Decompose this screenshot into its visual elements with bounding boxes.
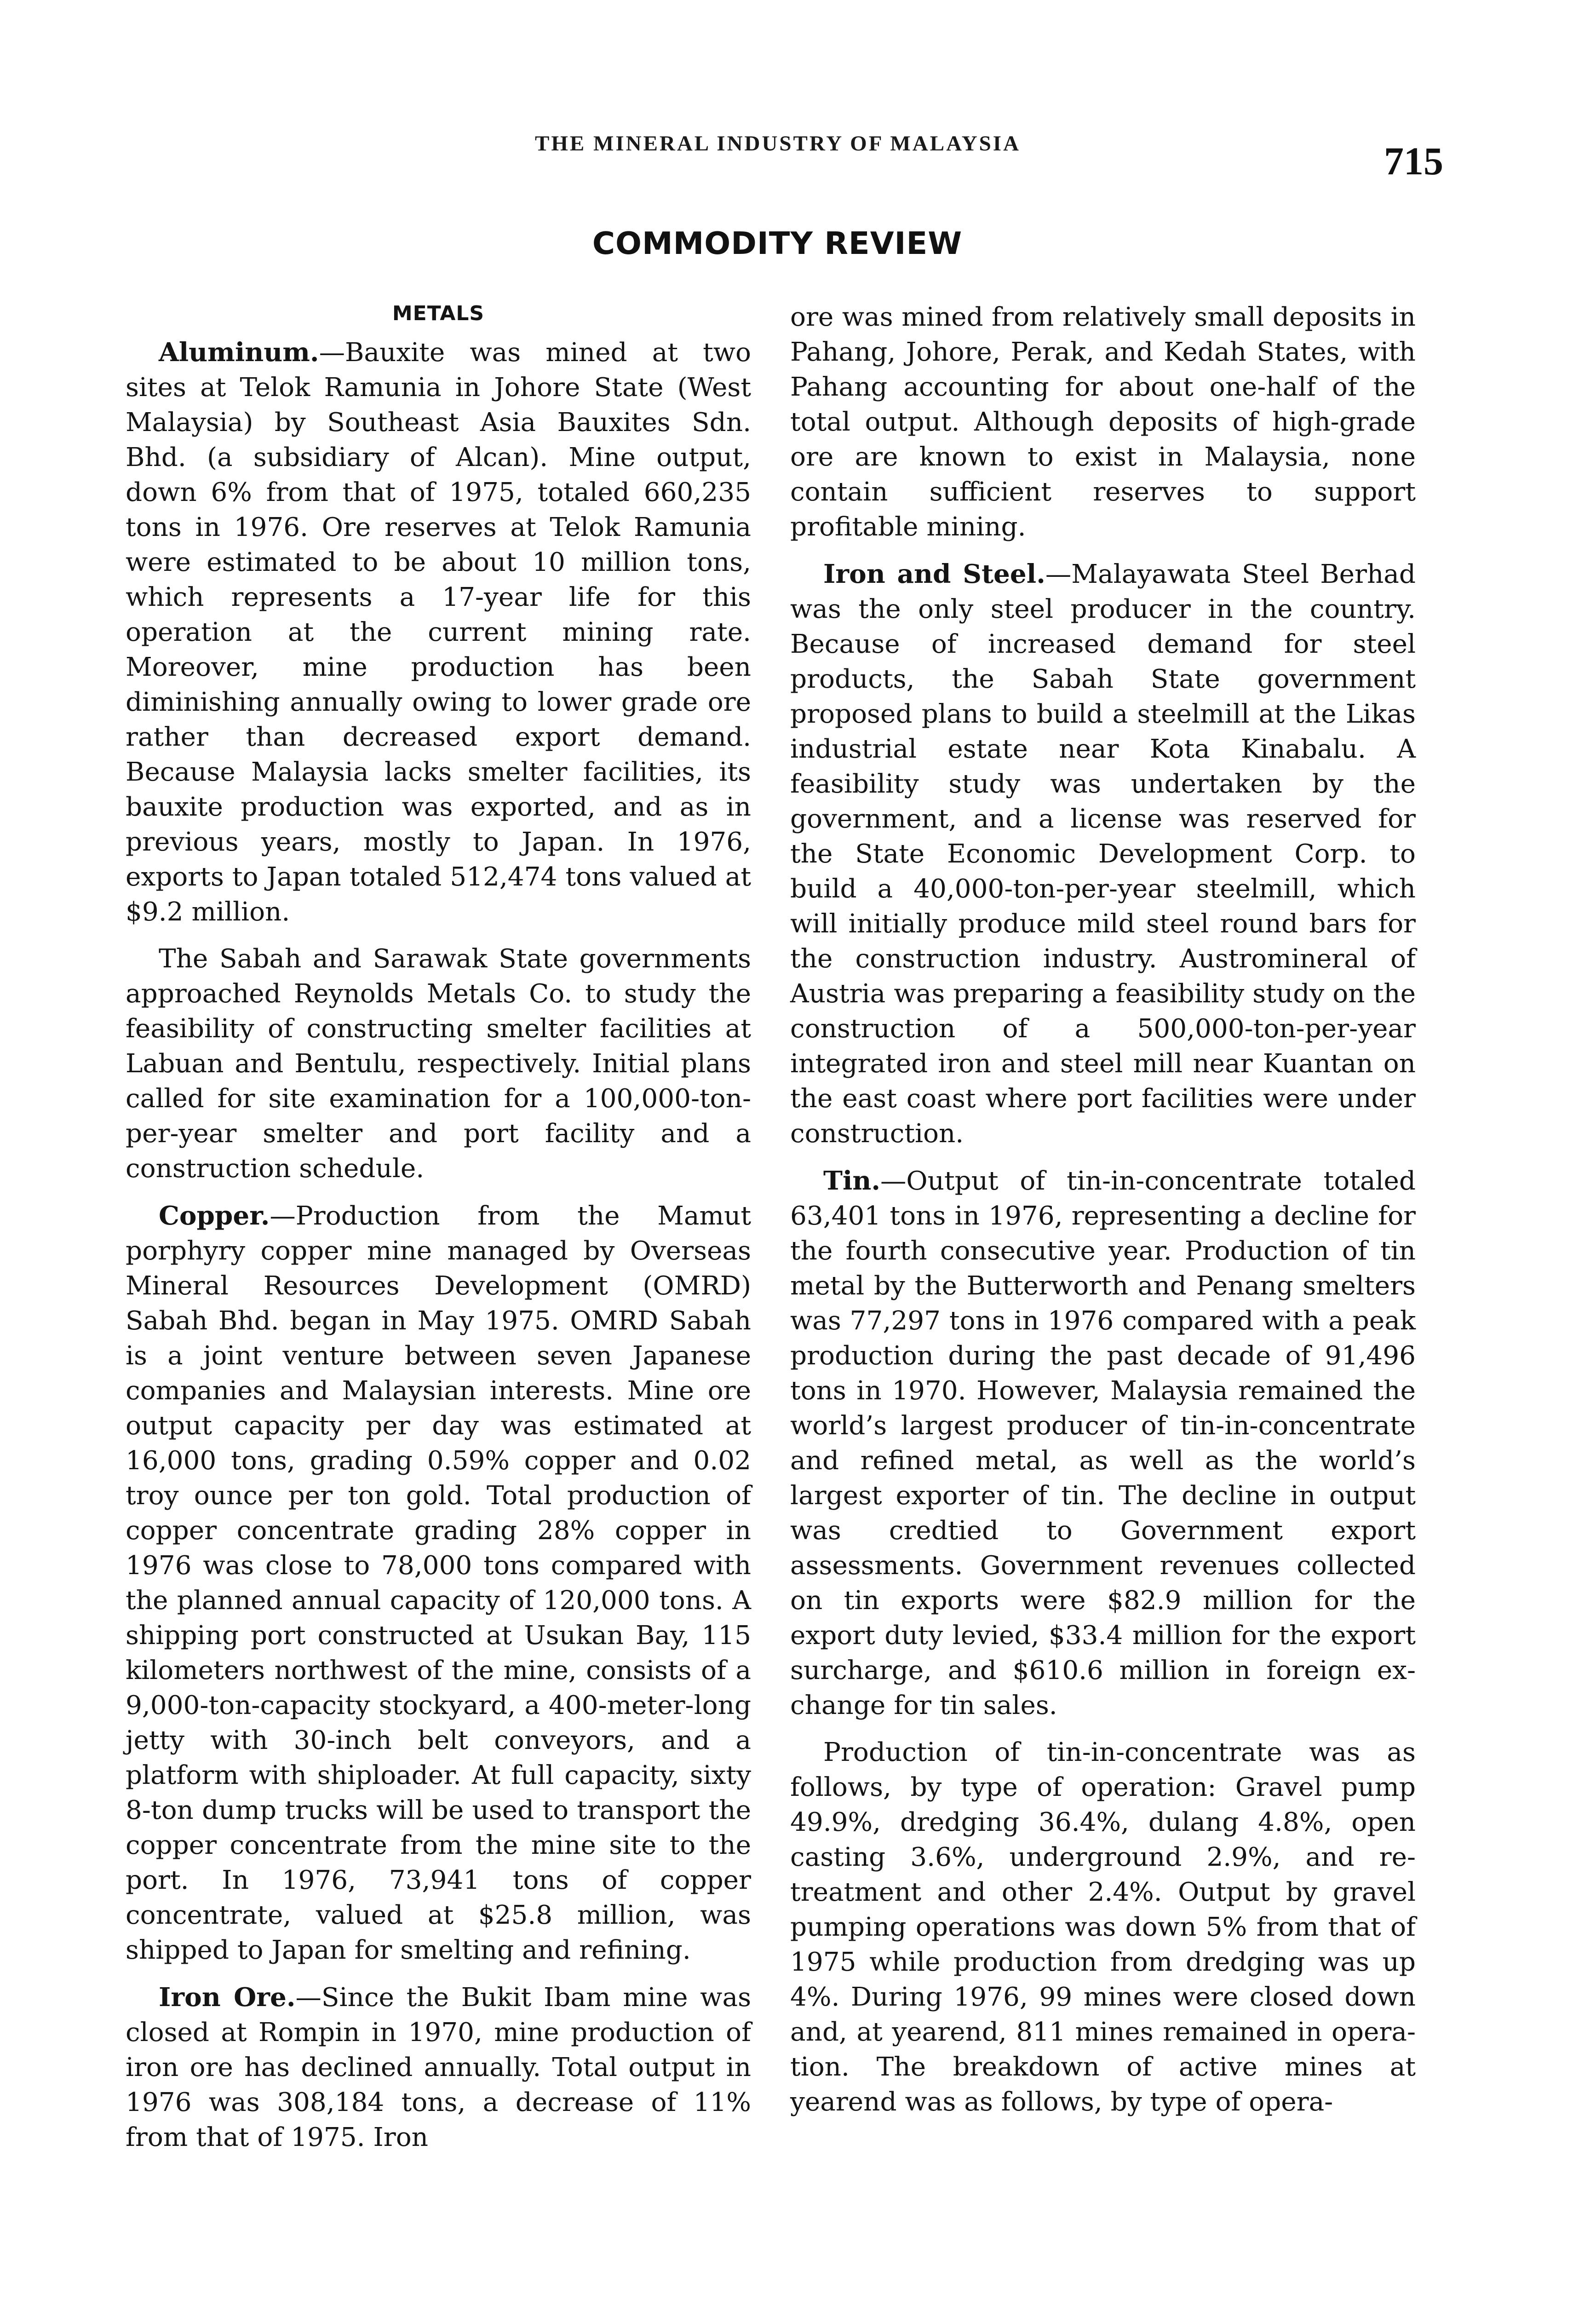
smelter-text: The Sabah and Sarawak State governments approached Reynolds Metals Co. to study the feasibility of constructing smelter facilities at Labuan and Bentulu, respectively. Initial plans called for site examination for a 100,000-ton-per-year smelter and port facility and a construction schedule. bbox=[126, 944, 751, 1184]
tin-heading: Tin. bbox=[823, 1166, 881, 1196]
iron-ore-heading: Iron Ore. bbox=[159, 1982, 296, 2012]
copper-text: —Production from the Mamut porphyry copper mine managed by Overseas Mineral Resources Development (OMRD) Sabah Bhd. began in May 1975. OMRD Sabah is a joint venture between seven Japanese companies and Malaysian interests. Mine ore output capacity per day was estimated at 16,000 tons, grading 0.59% copper and 0.02 troy ounce per ton gold. Total production of copper concentrate grading 28% copper in 1976 was close to 78,000 tons compared with the planned annual capacity of 120,000 tons. A shipping port constructed at Usukan Bay, 115 kilometers northwest of the mine, consists of a 9,000-ton-capacity stockyard, a 400-meter-long jetty with 30-inch belt conveyors, and a platform with shiploader. At full capacity, sixty 8-ton dump trucks will be used to transport the copper concentrate from the mine site to the port. In 1976, 73,941 tons of copper concentrate, valued at $25.8 million, was shipped to Japan for smelting and refining. bbox=[126, 1201, 751, 1965]
paragraph-iron-steel bbox=[790, 557, 1416, 1151]
paragraph-iron-ore-continued bbox=[790, 300, 1416, 545]
aluminum-heading: Aluminum. bbox=[159, 337, 319, 368]
copper-heading: Copper. bbox=[159, 1201, 270, 1231]
page-number: 715 bbox=[1384, 139, 1443, 183]
subsection-title: METALS bbox=[392, 302, 485, 325]
paragraph-aluminum bbox=[126, 335, 751, 930]
paragraph-tin bbox=[790, 1163, 1416, 1723]
tin-production-text: Production of tin-in-concentrate was as follows, by type of operation: Gravel pump 49.9%, dredging 36.4%, dulang 4.8%, open casting 3.6%, underground 2.9%, and re-treatment and other 2.4%. Output by gravel pumping operations was down 5% from that of 1975 while production from dredging was up 4%. During 1976, 99 mines were closed down and, at yearend, 811 mines remained in operation. The breakdown of active mines at yearend was as follows, by type of opera- bbox=[790, 1737, 1416, 2117]
running-header: THE MINERAL INDUSTRY OF MALAYSIA bbox=[534, 132, 1021, 155]
tin-text: —Output of tin-in-concentrate totaled 63,401 tons in 1976, representing a decline for the fourth consecutive year. Production of tin metal by the Butterworth and Penang smelters was 77,297 tons in 1976 compared with a peak production during the past decade of 91,496 tons in 1970. However, Malaysia remained the world’s largest producer of tin-in-concentrate and refined metal, as well as the world’s largest exporter of tin. The decline in output was credtied to Government export assessments. Government revenues collected on tin exports were $82.9 million for the export duty levied, $33.4 million for the export surcharge, and $610.6 million in foreign exchange for tin sales. bbox=[790, 1166, 1416, 1720]
aluminum-text: —Bauxite was mined at two sites at Telok Ramunia in Johore State (West Malaysia) by Southeast Asia Bauxites Sdn. Bhd. (a subsidiary of Alcan). Mine output, down 6% from that of 1975, totaled 660,235 tons in 1976. Ore reserves at Telok Ramunia were estimated to be about 10 million tons, which represents a 17-year life for this operation at the current mining rate. Moreover, mine production has been diminishing annually owing to lower grade ore rather than decreased export demand. Because Malaysia lacks smelter facilities, its bauxite production was exported, and as in previous years, mostly to Japan. In 1976, exports to Japan totaled 512,474 tons valued at $9.2 million. bbox=[126, 338, 751, 927]
section-title: COMMODITY REVIEW bbox=[592, 225, 963, 261]
iron-steel-text: —Malayawata Steel Berhad was the only steel producer in the country. Because of increased demand for steel products, the Sabah State government proposed plans to build a steelmill at the Likas industrial estate near Kota Kinabalu. A feasibility study was undertaken by the government, and a license was reserved for the State Economic Development Corp. to build a 40,000-ton-per-year steelmill, which will initially produce mild steel round bars for the construction industry. Austromineral of Austria was preparing a feasibility study on the construction of a 500,000-ton-per-year integrated iron and steel mill near Kuantan on the east coast where port facilities were under construction. bbox=[790, 559, 1416, 1149]
paragraph-iron-ore bbox=[126, 1980, 751, 2155]
right-column bbox=[790, 300, 1416, 2120]
paragraph-smelter bbox=[126, 942, 751, 1186]
iron-ore-text: —Since the Bukit Ibam mine was closed at Rompin in 1970, mine production of iron ore has declined annually. Total output in 1976 was 308,184 tons, a decrease of 11% from that of 1975. Iron bbox=[126, 1983, 752, 2152]
iron-ore-continued-text: ore was mined from relatively small deposits in Pahang, Johore, Perak, and Kedah States, with Pahang accounting for about one-half of the total output. Although deposits of high-grade ore are known to exist in Malaysia, none contain sufficient reserves to support profitable mining. bbox=[790, 302, 1416, 542]
iron-steel-heading: Iron and Steel. bbox=[823, 559, 1045, 589]
paragraph-tin-production bbox=[790, 1735, 1416, 2120]
paragraph-copper bbox=[126, 1198, 751, 1968]
left-column bbox=[126, 299, 751, 2155]
